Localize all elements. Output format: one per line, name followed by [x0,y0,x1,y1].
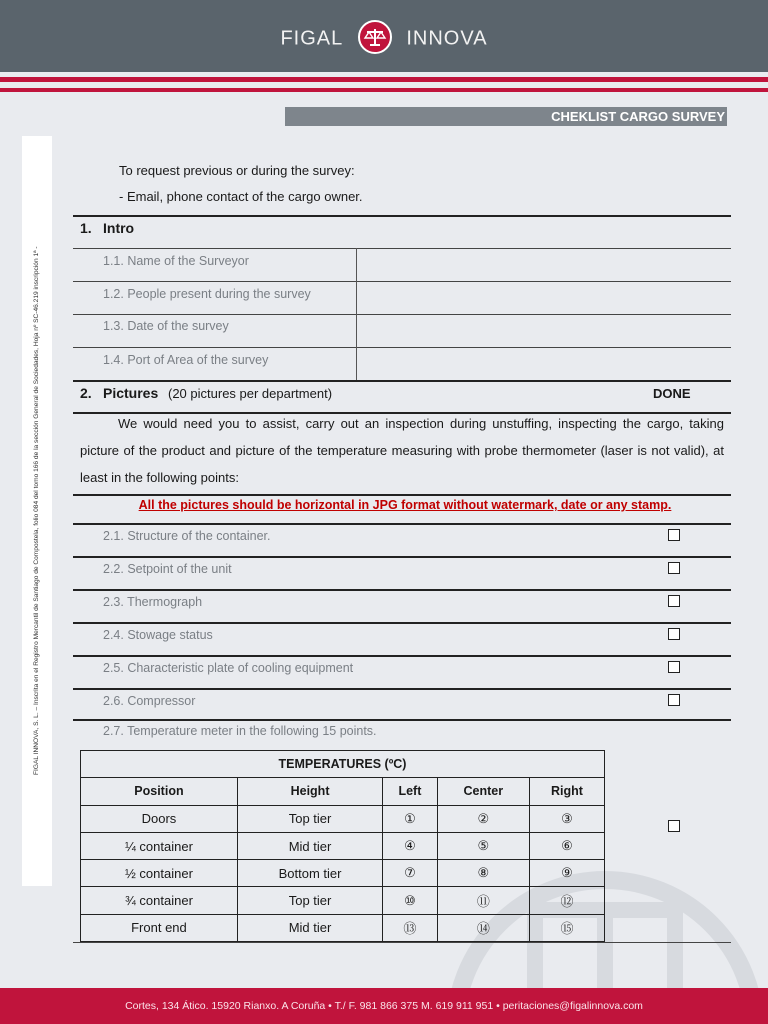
field-label-port: 1.4. Port of Area of the survey [103,353,269,367]
cell-center [437,832,529,859]
field-label-surveyor: 1.1. Name of the Surveyor [103,254,249,268]
cell-left [383,860,437,887]
side-legal-text: FIGAL INNOVA, S. L. – Inscrita en el Registro Mercantil de Santiago de Compostela, folio 084 del tomo 166 de la sección General de Sociedades, Hoja nº SC-46.219 inscripción 1ª - [33,246,40,776]
divider [73,556,731,558]
intro-line-2: - Email, phone contact of the cargo owner. [119,189,363,204]
temperatures-table [80,750,605,942]
checkbox-structure[interactable] [668,529,680,541]
cell-right [530,805,605,832]
point-number: ⑥ [561,838,573,854]
table-row [81,805,605,832]
cell-height: Mid tier [237,832,382,859]
point-number: ⑭ [476,921,490,937]
checklist-item-temperature: 2.7. Temperature meter in the following 15 points. [103,724,377,738]
divider [73,215,731,217]
cell-position: Doors [81,805,238,832]
divider [73,347,731,348]
point-number: ⑬ [403,921,417,937]
divider [73,655,731,657]
intro-line-1: To request previous or during the survey: [119,163,355,178]
cell-center [437,887,529,914]
divider [73,688,731,690]
point-number: ⑩ [404,892,416,908]
checklist-item-thermograph: 2.3. Thermograph [103,595,203,609]
checklist-item-setpoint: 2.2. Setpoint of the unit [103,562,232,576]
checkbox-temperature[interactable] [668,820,680,832]
cell-height: Top tier [237,805,382,832]
table-row [81,860,605,887]
point-number: ④ [404,838,416,854]
cell-center [437,914,529,941]
cell-position: ½ container [81,860,238,887]
field-label-people-present: 1.2. People present during the survey [103,287,311,301]
divider [73,248,731,249]
cell-left [383,832,437,859]
page-header [0,0,768,72]
point-number: ① [404,810,416,826]
point-number: ⑦ [404,865,416,881]
cell-right [530,860,605,887]
point-number: ⑤ [477,838,490,854]
cell-position: Front end [81,914,238,941]
checkbox-setpoint[interactable] [668,562,680,574]
table-title-row [81,751,605,778]
cell-height: Bottom tier [237,860,382,887]
point-number: ⑪ [476,894,490,910]
cell-position: ¾ container [81,887,238,914]
divider [73,494,731,496]
col-header-left: Left [383,778,437,805]
cell-height: Mid tier [237,914,382,941]
done-column-header: DONE [653,386,691,401]
brand-logo [0,22,768,56]
field-label-date: 1.3. Date of the survey [103,319,229,333]
divider [73,523,731,525]
section-1-title: Intro [103,220,135,236]
divider [73,589,731,591]
page-footer: Cortes, 134 Ático. 15920 Rianxo. A Coruña • T./ F. 981 866 375 M. 619 911 951 • peritaciones@figalinnova.com [0,988,768,1024]
section-1-number: 1. [80,220,92,236]
divider [73,719,731,721]
cell-center [437,860,529,887]
header-red-stripe [0,77,768,82]
divider [73,281,731,282]
cell-height: Top tier [237,887,382,914]
table-row [81,914,605,941]
cell-left [383,805,437,832]
col-header-center: Center [437,778,529,805]
checklist-item-structure: 2.1. Structure of the container. [103,529,271,543]
cell-position: ¼ container [81,832,238,859]
header-red-stripe-2 [0,88,768,92]
cell-center [437,805,529,832]
table-row [81,887,605,914]
point-number: ⑫ [560,894,574,910]
cell-right [530,914,605,941]
divider [73,314,731,315]
col-header-height: Height [237,778,382,805]
table-header-row [81,778,605,805]
point-number: ② [477,810,490,826]
cell-right [530,832,605,859]
point-number: ③ [561,810,573,826]
checklist-item-compressor: 2.6. Compressor [103,694,196,708]
divider [73,380,731,382]
col-header-position: Position [81,778,238,805]
checkbox-plate[interactable] [668,661,680,673]
point-number: ⑮ [560,921,574,937]
cell-right [530,887,605,914]
section-2-subtitle: (20 pictures per department) [168,386,333,401]
section-2-number: 2. [80,385,92,401]
brand-right: INNOVA [406,27,488,50]
section-2-title: Pictures [103,385,159,401]
checklist-item-plate: 2.5. Characteristic plate of cooling equipment [103,661,354,675]
cell-left [383,887,437,914]
col-header-right: Right [530,778,605,805]
table-row [81,832,605,859]
point-number: ⑧ [477,865,490,881]
field-divider [356,248,357,381]
checkbox-stowage[interactable] [668,628,680,640]
checkbox-compressor[interactable] [668,694,680,706]
checkbox-thermograph[interactable] [668,595,680,607]
point-number: ⑨ [561,865,573,881]
divider [73,942,731,943]
table-title: TEMPERATURES (ºC) [81,751,605,778]
instructions-paragraph: We would need you to assist, carry out an inspection during unstuffing, inspecting the cargo, taking picture of the product and picture of the temperature measuring with probe thermometer (laser is not valid), at least in the following points: [80,416,724,485]
warning-text: All the pictures should be horizontal in JPG format without watermark, date or any stamp. [138,498,672,512]
brand-left: FIGAL [280,27,344,50]
scales-logo-icon [358,20,392,54]
divider [73,622,731,624]
page-title: CHEKLIST CARGO SURVEY [285,107,727,126]
cell-left [383,914,437,941]
checklist-item-stowage: 2.4. Stowage status [103,628,213,642]
